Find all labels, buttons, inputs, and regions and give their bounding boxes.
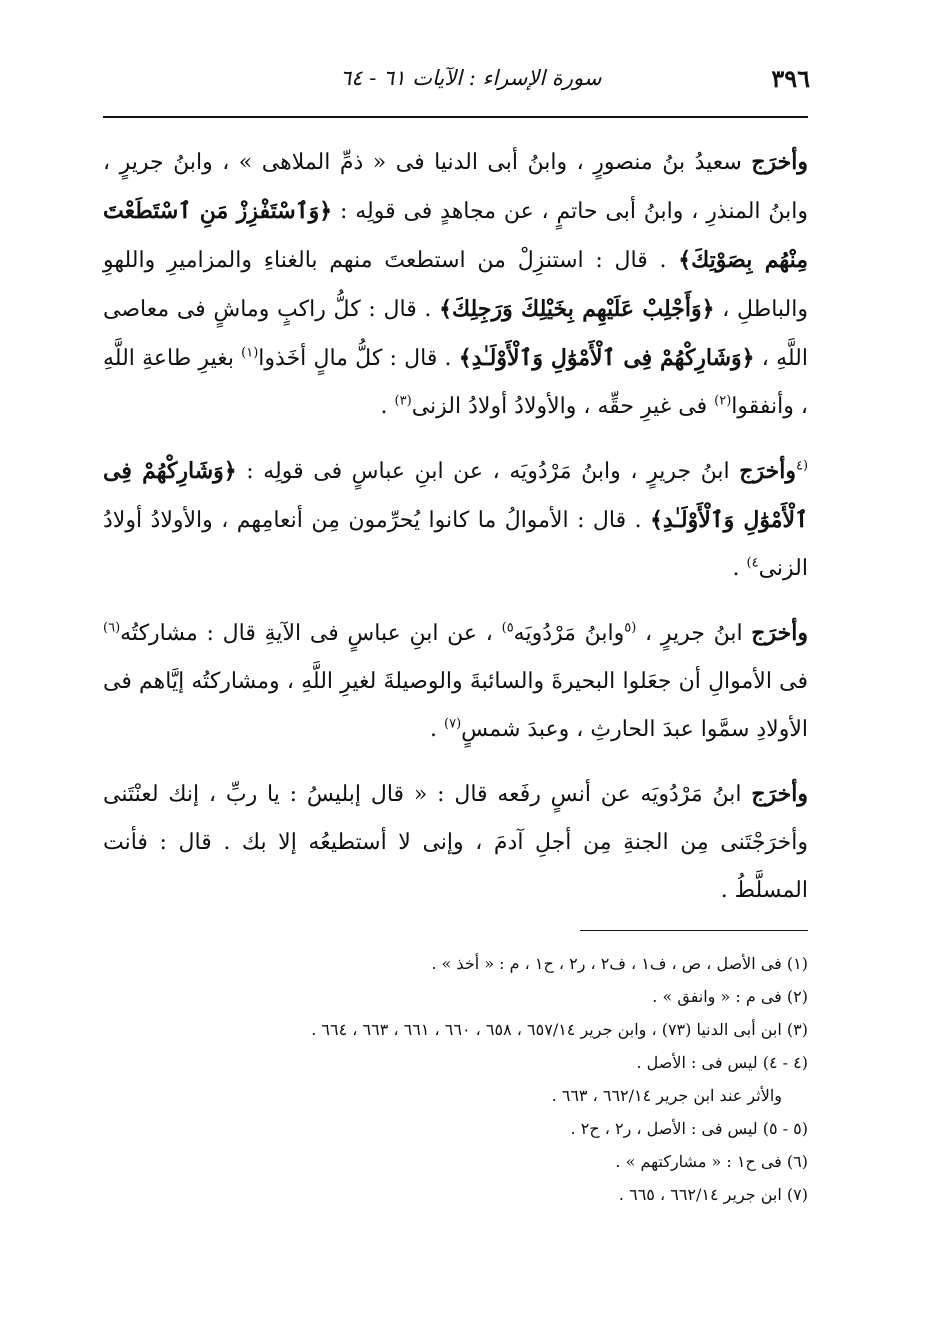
footnote-ref[interactable]: (٦) (103, 620, 121, 636)
main-text (103, 138, 808, 931)
paragraph-3 (103, 609, 808, 754)
quran-verse: ﴿وَٱسْتَفْزِزْ مَنِ ٱسْتَطَعْتَ مِنْهُم بِصَوْتِكَ﴾ (103, 198, 808, 273)
footnote-7: (٧) ابن جرير ٦٦٢/١٤ ، ٦٦٥ . (618, 1185, 808, 1204)
paragraph-text: . (732, 556, 747, 581)
paragraph-lead: وأخرَج (739, 458, 796, 484)
paragraph-lead: وأخرَج (751, 781, 808, 807)
footnotes (103, 947, 808, 1211)
quran-verse: ﴿وَشَارِكْهُمْ فِى ٱلْأَمْوَٰلِ وَٱلْأَوْلَـٰدِ﴾ (103, 458, 808, 533)
running-title: سورة الإسراء : الآيات ٦١ - ٦٤ (340, 66, 602, 90)
footnote-ref[interactable]: (٣) (394, 393, 412, 409)
range-mark-open: (٥ (624, 620, 637, 636)
footnote-4: (٤ - ٤) ليس فى : الأصل . (636, 1053, 808, 1072)
paragraph-text: ابنُ مَرْدُويَه عن أنسٍ رفَعه قال : « قال إبليسُ : يا ربِّ ، إنك لعنْتَنى وأخرَجْتَنى مِن الجنةِ مِن أجلِ آدمَ ، وإنى لا أستطيعُه إلا بك . قال : فأنت المسلَّطُ . (103, 782, 808, 903)
paragraph-lead: وأخرَج (751, 149, 808, 175)
paragraph-text: وابنُ مَرْدُويَه (513, 621, 625, 646)
paragraph-1 (103, 138, 808, 431)
paragraph-text: سعيدُ بنُ منصورٍ ، وابنُ أبى الدنيا فى « ذمِّ الملاهى » ، وابنُ جريرٍ ، وابنُ المنذرِ ، وابنُ أبى حاتمٍ ، عن مجاهدٍ فى قولِه : (103, 150, 808, 224)
footnote-1: (١) فى الأصل ، ص ، ف١ ، ف٢ ، ر٢ ، ح١ ، م : « أخذ » . (431, 954, 808, 973)
page-header (100, 58, 810, 98)
quran-verse: ﴿وَأَجْلِبْ عَلَيْهِم بِخَيْلِكَ وَرَجِلِكَ﴾ (439, 296, 715, 322)
paragraph-4 (103, 770, 808, 915)
paragraph-2 (103, 447, 808, 593)
paragraph-lead: وأخرَج (751, 620, 808, 646)
paragraph-text: . (380, 394, 395, 419)
quran-verse: ﴿وَشَارِكْهُمْ فِى ٱلْأَمْوَٰلِ وَٱلْأَوْلَـٰدِ﴾ (458, 345, 755, 371)
paragraph-text: . قال : استنزِلْ من استطعتَ منهم بالغناءِ والمزاميرِ واللهوِ والباطلِ ، (103, 248, 808, 322)
paragraph-text: . (430, 717, 445, 742)
paragraph-text: . قال : كلُّ راكبٍ وماشٍ فى معاصى اللَّهِ ، (103, 297, 808, 371)
footnote-3: (٣) ابن أبى الدنيا (٧٣) ، وابن جرير ٦٥٧/١٤ ، ٦٥٨ ، ٦٦٠ ، ٦٦١ ، ٦٦٣ ، ٦٦٤ . (311, 1020, 808, 1039)
header-divider (103, 116, 808, 118)
footnote-ref[interactable]: (٧) (444, 716, 462, 732)
paragraph-text: فى غيرِ حقِّه ، والأولادُ أولادُ الزنى (411, 394, 715, 419)
footnote-4-note: والأثر عند ابن جرير ٦٦٢/١٤ ، ٦٦٣ . (551, 1086, 782, 1105)
footnote-5: (٥ - ٥) ليس فى : الأصل ، ر٢ ، ح٢ . (570, 1119, 808, 1138)
paragraph-text: . قال : الأموالُ ما كانوا يُحرِّمون مِن أنعامِهم ، والأولادُ أولادُ الزنى (103, 508, 808, 581)
paragraph-text: فى الأموالِ أن جعَلوا البحيرةَ والسائبةَ والوصيلةَ لغيرِ اللَّهِ ، ومشاركتُه إيَّاهم فى الأولادِ سمَّوا عبدَ الحارثِ ، وعبدَ شمسٍ (103, 669, 808, 742)
page-number: ٣٩٦ (771, 63, 810, 93)
paragraph-text: بغيرِ طاعةِ اللَّهِ ، وأنفقوا (103, 346, 808, 419)
range-mark-open: (٤ (795, 458, 809, 474)
footnote-divider (580, 930, 808, 931)
footnote-ref[interactable]: (٢) (714, 393, 732, 409)
paragraph-text: ، عن ابنِ عباسٍ فى الآيةِ قال : مشاركتُه (120, 621, 502, 646)
footnote-2: (٢) فى م : « وانفق » . (652, 987, 808, 1006)
footnote-ref[interactable]: (١) (241, 345, 259, 361)
paragraph-text: . قال : كلُّ مالٍ أخَذوا (258, 346, 459, 371)
paragraph-text: ابنُ جريرٍ ، (636, 621, 752, 646)
paragraph-text: ابنُ جريرٍ ، وابنُ مَرْدُويَه ، عن ابنِ عباسٍ فى قولِه : (236, 459, 740, 484)
range-mark-close: ٥) (501, 620, 514, 636)
range-mark-close: ٤) (746, 555, 759, 571)
footnote-6: (٦) فى ح١ : « مشاركتهم » . (615, 1152, 808, 1171)
